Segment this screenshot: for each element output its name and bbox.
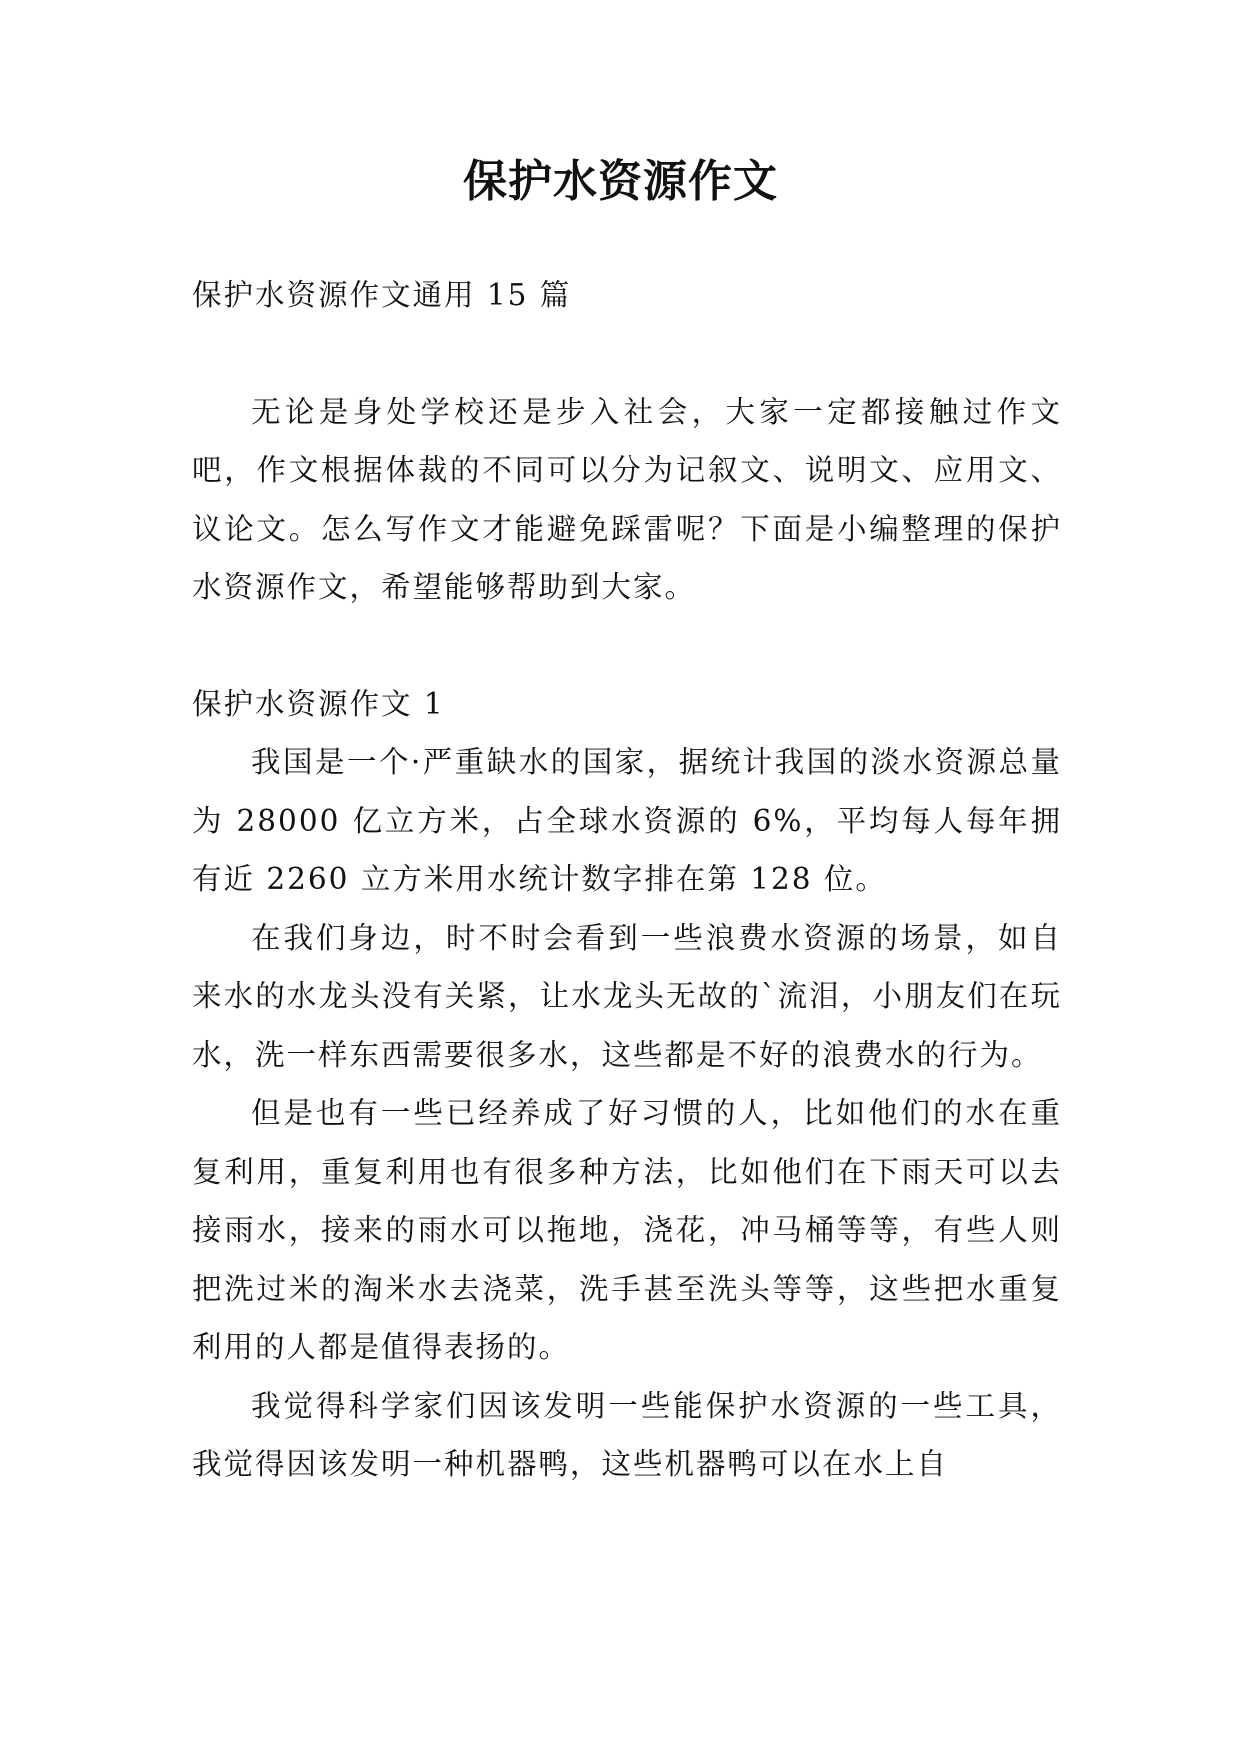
body-paragraph: 但是也有一些已经养成了好习惯的人，比如他们的水在重复利用，重复利用也有很多种方法，比如他们在下雨天可以去接雨水，接来的雨水可以拖地，浇花，冲马桶等等，有些人则把洗过米的淘米水去浇菜，洗手甚至洗头等等，这些把水重复利用的人都是值得表扬的。 xyxy=(192,1096,1062,1364)
document-title: 保护水资源作文 xyxy=(463,156,778,207)
body-paragraph: 我觉得科学家们因该发明一些能保护水资源的一些工具，我觉得因该发明一种机器鸭，这些机器鸭可以在水上自 xyxy=(192,1388,1062,1481)
document-subtitle: 保护水资源作文通用 15 篇 xyxy=(192,278,572,312)
intro-paragraph: 无论是身处学校还是步入社会，大家一定都接触过作文吧，作文根据体裁的不同可以分为记叙文、说明文、应用文、议论文。怎么写作文才能避免踩雷呢？下面是小编整理的保护水资源作文，希望能够帮助到大家。 xyxy=(192,394,1062,604)
body-paragraph: 我国是一个·严重缺水的国家，据统计我国的淡水资源总量为 28000 亿立方米，占全球水资源的 6%，平均每人每年拥有近 2260 立方米用水统计数字排在第 128 位。 xyxy=(192,745,1062,896)
section-heading: 保护水资源作文 1 xyxy=(192,686,445,721)
body-paragraph: 在我们身边，时不时会看到一些浪费水资源的场景，如自来水的水龙头没有关紧，让水龙头无故的`流泪，小朋友们在玩水，洗一样东西需要很多水，这些都是不好的浪费水的行为。 xyxy=(192,920,1062,1072)
document-body xyxy=(192,266,1062,1494)
